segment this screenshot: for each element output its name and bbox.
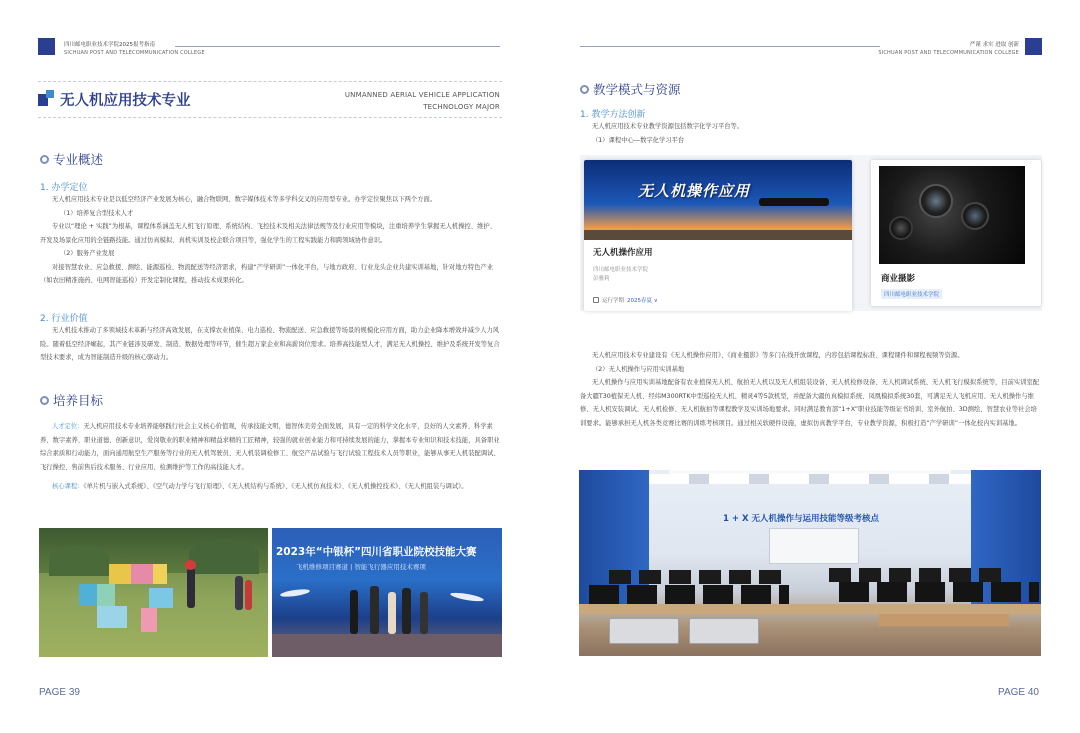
courses-label: 核心课程： <box>52 483 84 490</box>
header-square-icon <box>38 38 55 55</box>
teaching-heading-text: 教学模式与资源 <box>593 82 681 97</box>
overview-heading-text: 专业概述 <box>53 152 104 167</box>
photography-school-tag: 四川邮电职业技术学院 <box>881 289 942 299</box>
header-rule <box>175 46 500 47</box>
calendar-icon <box>593 297 599 303</box>
methods-body <box>580 120 1042 147</box>
overview-p1: 无人机应用技术专业是以低空经济产业发展为核心，融合物联网、数字媒体技术等多学科交叉的应用型专业。办学定位聚焦以下两个方面。 <box>52 196 437 203</box>
goals-heading <box>40 391 103 409</box>
competition-banner-subtitle: 飞机维修项目赛道 | 智能飞行器应用技术赛项 <box>296 563 426 571</box>
course-banner-image <box>584 160 852 240</box>
drone-icon <box>759 198 829 206</box>
ring-icon <box>40 396 49 405</box>
course-teacher: 彭雅莉 <box>593 276 610 282</box>
teaching-heading <box>580 80 681 98</box>
term-value[interactable]: 2025春夏 ∨ <box>627 298 658 304</box>
header-title: 四川邮电职业技术学院2025报考指南 <box>64 42 155 48</box>
training-room-photo <box>579 470 1041 656</box>
overview-p3: 对接智慧农业、应急救援、测绘、能源巡检、物流配送等经济需求，构建“产学研训”一体化平台，与地方政府、行业龙头企业共建实训基地，针对地方特色产业（如农田精准施药、电网智能巡检）开发定制化课程，推动技术成果转化。 <box>40 263 494 284</box>
header-rule <box>580 46 880 47</box>
courses-text: 《单片机与嵌入式系统》、《空气动力学与飞行原理》、《无人机结构与系统》、《无人机仿真技术》、《无人机操控技术》、《无人机组装与调试》。 <box>83 483 468 490</box>
course-term[interactable] <box>593 296 658 304</box>
sub-heading-positioning: 1. 办学定位 <box>40 183 88 193</box>
major-en-title <box>345 89 500 113</box>
title-bottom-rule <box>38 117 502 118</box>
header-subtitle: SICHUAN POST AND TELECOMMUNICATION COLLEGE <box>64 50 205 56</box>
equipment-case <box>689 618 759 644</box>
major-title: 无人机应用技术专业 <box>60 93 191 109</box>
header-square-icon <box>1025 38 1042 55</box>
title-top-rule <box>38 81 502 82</box>
industry-value-text: 无人机技术推动了多领域技术革新与经济高效发展，在支撑农业植保、电力巡检、物流配送、应急救援等场景的规模化应用方面，助力企业降本增效并减少人力风险。随着低空经济崛起，其产业链涉及研发、制造、数据处理等环节，催生超万家企业和高薪岗位需求。培养高技能型人才，满足无人机操控、维护及系统开发等复合型技术要求，成为智能制造升级的核心驱动力。 <box>40 327 500 361</box>
camera-photo <box>879 166 1025 264</box>
methods-p1: 无人机应用技术专业教学资源包括数字化学习平台等。 <box>592 123 744 130</box>
whiteboard <box>769 528 859 564</box>
course-title: 无人机操作应用 <box>593 248 653 258</box>
term-label: 运行学期 <box>602 298 625 304</box>
talent-text: 无人机应用技术专业培养能够践行社会主义核心价值观，传承技能文明，德智体美劳全面发展，具有一定的科学文化水平，良好的人文素养、科学素养、数字素养、职业道德、创新意识，爱岗敬业的职业精神和精益求精的工匠精神，较强的就业创业能力和可持续发展的能力，掌握本专业知识和技术技能，具备职业综合素质和行动能力，面向通用航空生产服务等行业的无人机驾驶员、无人机装调检修工、航空产品试验与飞行试验工程技术人员等职业，能够从事无人机装配调试、飞行操控、售前售后技术服务、行业应用、检测维护等工作的高技能人才。 <box>40 423 500 471</box>
overview-body <box>40 193 502 288</box>
page-number-left: PAGE 39 <box>39 687 80 698</box>
course-banner-text: 无人机操作应用 <box>638 182 751 200</box>
major-en-line2: TECHNOLOGY MAJOR <box>423 103 500 111</box>
airplane-icon <box>450 591 485 603</box>
airplane-icon <box>280 588 311 598</box>
ring-icon <box>40 155 49 164</box>
course-card-photography[interactable] <box>871 160 1041 306</box>
course-card-drone[interactable] <box>584 160 852 311</box>
methods-item1: （1）课程中心—数字化学习平台 <box>592 136 685 144</box>
talent-positioning <box>40 420 502 474</box>
camera-lens-icon <box>919 184 953 218</box>
title-blocks-icon <box>38 90 54 106</box>
major-en-line1: UNMANNED AERIAL VEHICLE APPLICATION <box>344 91 500 99</box>
monitor-row <box>839 582 1039 602</box>
camera-lens-icon <box>889 216 913 240</box>
resources-body <box>580 349 1042 430</box>
photography-title: 商业摄影 <box>881 274 916 284</box>
resources-p2: 无人机应用技术专业建设有《无人机操作应用》、《商业摄影》等多门在线开放课程，内容包括课程标准、课程课件和课程视频等资源。 <box>592 352 964 359</box>
right-page <box>540 0 1080 733</box>
resources-p3: 无人机操作与应用实训基地配备有农业植保无人机、航拍无人机以及无人机组装设备、无人机检修设备、无人机调试系统、无人机飞行模拟系统等，目前实训室配备大疆T30植保无人机、经纬M300RTK中型巡检无人机、精灵4等5款机型，并配备大疆仿真模拟系统、凤凰模拟系统30套，可满足无人飞机应用、无人机操作与维修、无人机安装调试、无人机检修、无人机航拍等课程教学及实训场地要求。同时满足教育部“1+X”职业技能等级证书培训、室外航拍、3D测绘、智慧农业等社会培训要求。能够承担无人机各类竞赛比赛的训练考核项目。通过相关软硬件设施，虚拟仿真教学平台，专业教学资源，积极打造“产学研训”一体化校内实训基地。 <box>580 379 1040 427</box>
monitor-row <box>609 570 789 584</box>
monitor-row <box>589 585 789 605</box>
sub-heading-industry: 2. 行业价值 <box>40 314 88 324</box>
overview-p2: 专业以“理论 + 实践”为根基，课程体系涵盖无人机飞行原理、系统结构、飞控技术及相关法律法规等及行业应用等模块，注重培养学生掌握无人机操控、维护、开发及场景化应用的全链路技能。通过仿真模拟、真机实训及校企联合项目等，强化学生的工程实践能力和跨领域协作意识。 <box>40 223 496 244</box>
header-subtitle: SICHUAN POST AND TELECOMMUNICATION COLLEGE <box>878 50 1019 56</box>
core-courses <box>40 480 502 494</box>
overview-heading <box>40 150 103 168</box>
course-school: 四川邮电职业技术学院 <box>593 267 649 273</box>
page-number-right: PAGE 40 <box>998 687 1039 698</box>
classroom-banner: 1 + X 无人机操作与运用技能等级考核点 <box>723 514 879 524</box>
overview-item2: （2）服务产业发展 <box>60 250 115 257</box>
competition-photo <box>272 528 502 657</box>
sub-heading-methods: 1. 教学方法创新 <box>580 110 646 120</box>
overview-item1: （1）培养复合型技术人才 <box>60 209 134 217</box>
talent-label: 人才定位： <box>52 423 84 430</box>
competition-banner-title: 2023年“中银杯”四川省职业院校技能大赛 <box>276 546 477 558</box>
header-motto: 严谨 求实 进取 创新 <box>969 42 1019 48</box>
monitor-row <box>829 568 1009 582</box>
equipment-case <box>609 618 679 644</box>
resources-item2: （2）无人机操作与应用实训基地 <box>592 365 685 373</box>
drone-field-photo <box>39 528 268 657</box>
goals-heading-text: 培养目标 <box>53 393 104 408</box>
ring-icon <box>580 85 589 94</box>
camera-lens-icon <box>961 202 989 230</box>
